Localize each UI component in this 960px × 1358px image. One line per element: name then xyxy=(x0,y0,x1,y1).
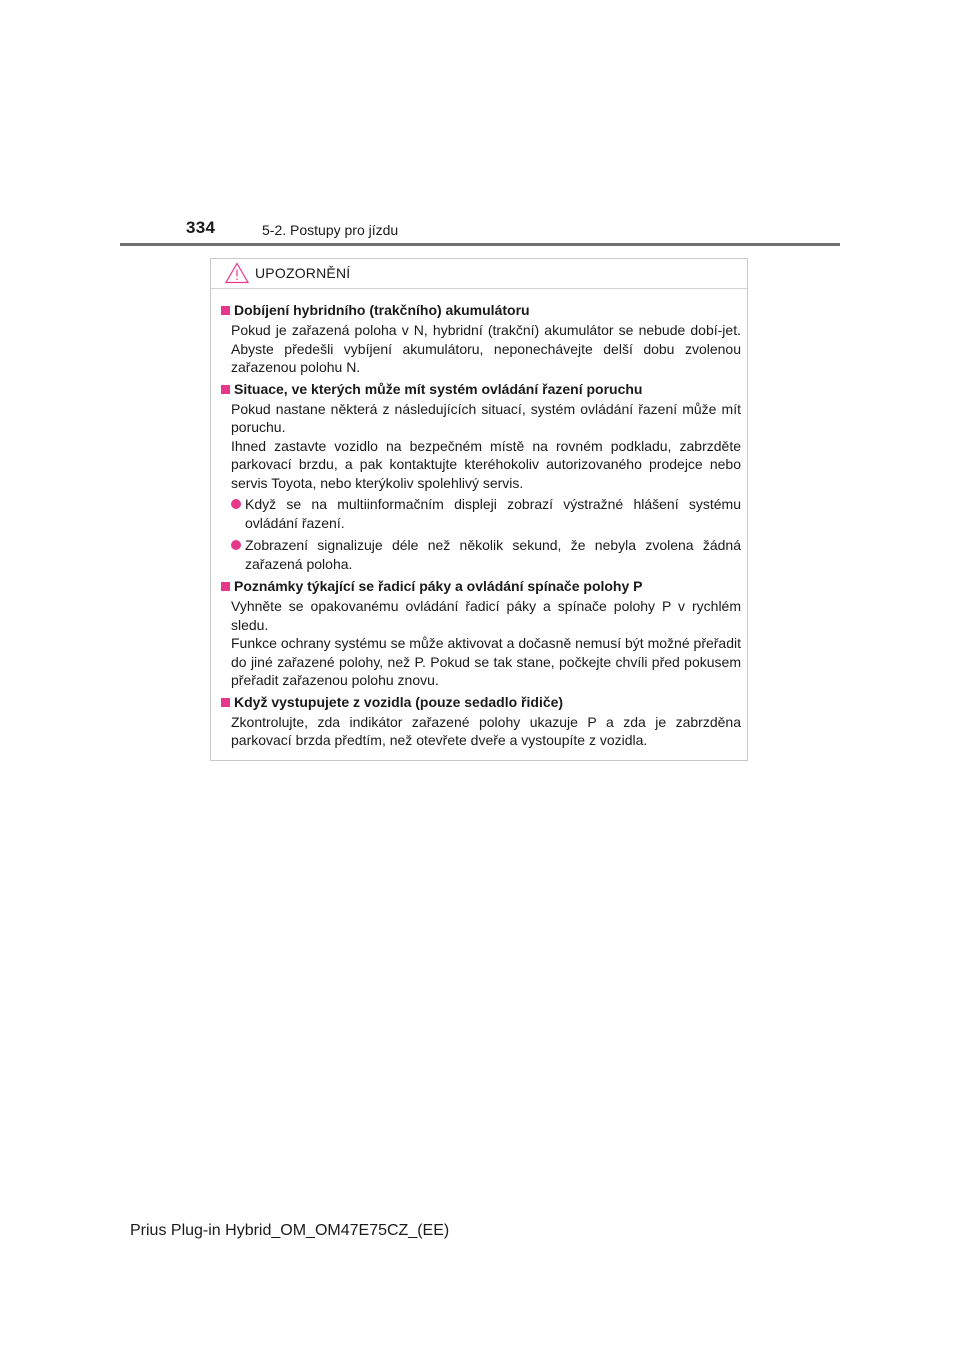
document-id: Prius Plug-in Hybrid_OM_OM47E75CZ_(EE) xyxy=(130,1222,450,1239)
square-bullet-icon xyxy=(221,582,230,591)
paragraph-line: Vyhněte se opakovanému ovládání řadicí páky a spínače polohy P v rychlém sledu. xyxy=(231,598,741,633)
section-heading-text: Poznámky týkající se řadicí páky a ovládání spínače polohy P xyxy=(234,578,643,594)
list-item-text: Když se na multiinformačním displeji zobrazí výstražné hlášení systému ovládání řazení. xyxy=(245,496,741,531)
warning-box xyxy=(210,258,748,761)
warning-section-exit-vehicle xyxy=(219,693,741,750)
warning-section-malfunction xyxy=(219,380,741,574)
paragraph xyxy=(219,400,741,493)
square-bullet-icon xyxy=(221,306,230,315)
warning-triangle-icon xyxy=(225,262,249,284)
section-heading-text: Když vystupujete z vozidla (pouze sedadlo řidiče) xyxy=(234,693,564,710)
list-item xyxy=(219,536,741,573)
paragraph-line: Ihned zastavte vozidlo na bezpečném místě na rovném podkladu, zabrzděte parkovací brzdu, a pak kontaktujte kteréhokoliv autorizovaného prodejce nebo servis Toyota, nebo kterýkoliv spolehlivý servis. xyxy=(231,437,741,491)
section-heading-text: Situace, ve kterých může mít systém ovládání řazení poruchu xyxy=(234,380,643,397)
header-rule xyxy=(120,243,840,246)
paragraph-line: Pokud nastane některá z následujících situací, systém ovládání řazení může mít poruchu. xyxy=(231,400,741,435)
dot-bullet-icon xyxy=(231,499,241,509)
square-bullet-icon xyxy=(221,385,230,394)
warning-section-shift-lever xyxy=(219,577,741,690)
paragraph-line: Funkce ochrany systému se může aktivovat a dočasně nemusí být možné přeřadit do jiné zařazené polohy, než P. Pokud se tak stane, počkejte chvíli před pokusem přeřadit zařazenou polohu znovu. xyxy=(231,635,741,688)
paragraph xyxy=(219,597,741,690)
dot-bullet-icon xyxy=(231,540,241,550)
section-heading-text: Dobíjení hybridního (trakčního) akumulátoru xyxy=(234,302,530,318)
list-item xyxy=(219,495,741,532)
page-number: 334 xyxy=(186,218,216,237)
square-bullet-icon xyxy=(221,698,230,707)
section-heading xyxy=(219,380,741,399)
paragraph: Pokud je zařazená poloha v N, hybridní (trakční) akumulátor se nebude dobí-jet. Abyste předešli vybíjení akumulátoru, neponechávejte delší dobu zvolenou zařazenou polohu N. xyxy=(231,322,741,375)
list-item-text: Zobrazení signalizuje déle než několik sekund, že nebyla zvolena žádná zařazená poloha. xyxy=(245,537,741,572)
section-heading xyxy=(219,577,741,596)
warning-section-charging xyxy=(219,301,741,377)
warning-label: UPOZORNĚNÍ xyxy=(255,265,351,281)
section-heading xyxy=(219,693,741,712)
warning-header xyxy=(211,259,747,289)
section-title: 5-2. Postupy pro jízdu xyxy=(262,222,399,238)
warning-body xyxy=(211,289,747,750)
paragraph: Zkontrolujte, zda indikátor zařazené polohy ukazuje P a zda je zabrzděna parkovací brzda předtím, než otevřete dveře a vystoupíte z vozidla. xyxy=(231,713,741,748)
section-heading xyxy=(219,301,741,320)
